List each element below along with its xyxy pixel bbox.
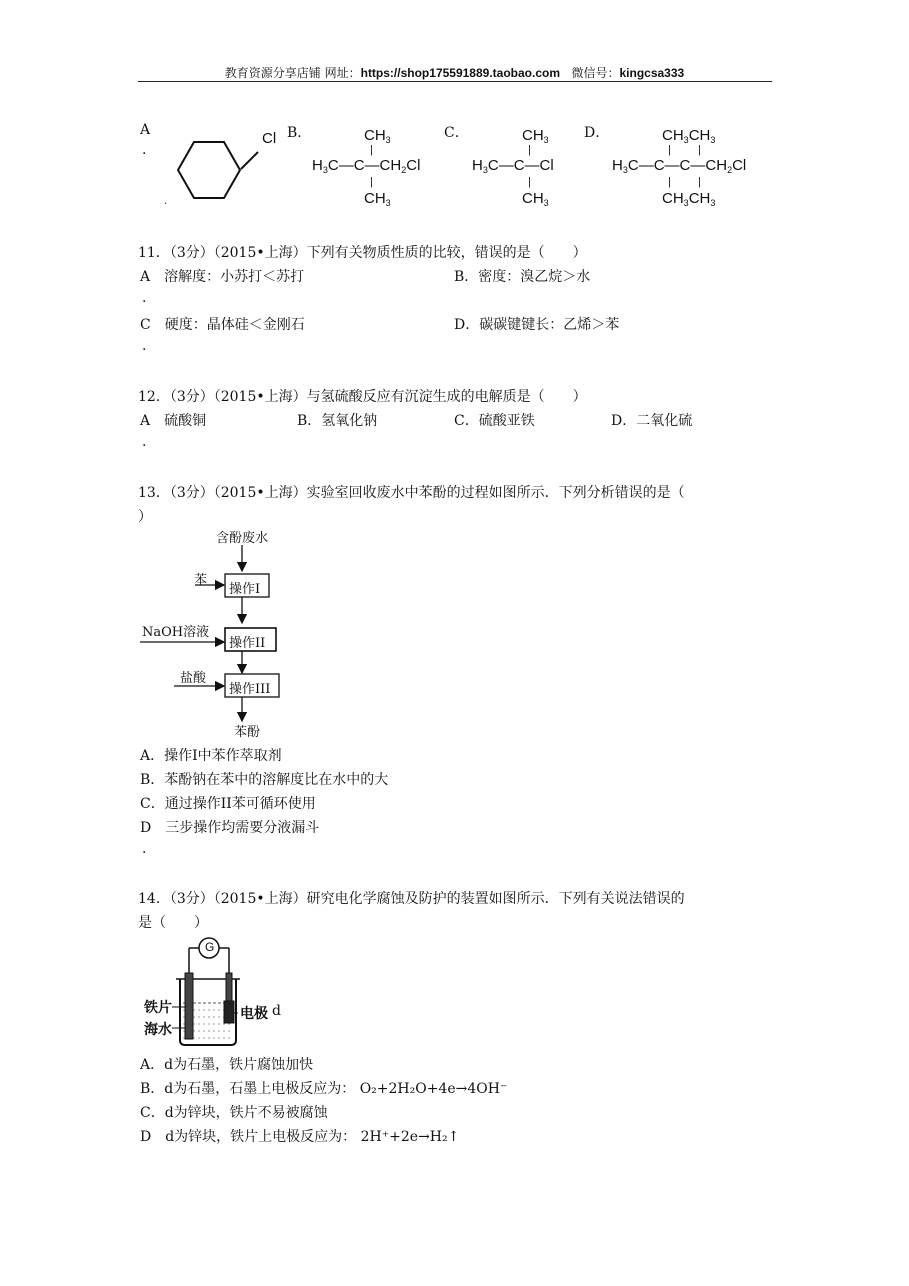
q11-option-a[interactable]: A 溶解度：小苏打＜苏打 — [140, 269, 305, 285]
q13-option-b[interactable]: B．苯酚钠在苯中的溶解度比在水中的大 — [140, 772, 389, 788]
electrode-label: 电极 — [240, 1006, 268, 1022]
dot: . — [142, 841, 147, 857]
q12-option-c[interactable]: C．硫酸亚铁 — [454, 413, 535, 429]
q14-stem2: 是（ ） — [138, 915, 208, 931]
q10-dot: · — [142, 146, 147, 162]
option-d-structure: $CH_3CH_3$ | | $H_3C—C—C—CH_2Cl$ | | $CH_3CH_3$ — [612, 127, 747, 208]
q14-option-c[interactable]: C．d为锌块，铁片不易被腐蚀 — [140, 1105, 328, 1121]
header-rule — [138, 81, 772, 82]
page-header — [0, 64, 909, 81]
q13-option-c[interactable]: C．通过操作II苯可循环使用 — [140, 796, 316, 812]
dot: . — [142, 290, 147, 306]
option-c-structure: $CH_3$ | $H_3C—C—Cl$ | $CH_3$ — [472, 127, 554, 208]
corrosion-apparatus-figure — [140, 935, 300, 1050]
electrode-d — [224, 1001, 234, 1023]
galvanometer-label: G — [205, 940, 215, 954]
q12-option-a[interactable]: A 硫酸铜 — [140, 413, 207, 429]
q10-dot-small: . — [164, 196, 168, 207]
q11-option-c[interactable]: C 硬度：晶体硅＜金刚石 — [140, 317, 305, 333]
seawater-label: 海水 — [144, 1022, 172, 1038]
q14-option-d-text: D d为锌块，铁片上电极反应为： — [140, 1129, 357, 1145]
flow-reagent2: NaOH溶液 — [142, 625, 210, 640]
flow-reagent1: 苯 — [194, 573, 208, 588]
iron-plate — [185, 973, 193, 1039]
q13-option-d[interactable]: D 三步操作均需要分液漏斗 — [140, 820, 320, 836]
flow-op1: 操作I — [229, 582, 261, 597]
q13-option-a[interactable]: A．操作I中苯作萃取剂 — [140, 748, 282, 764]
option-b-structure: $CH_3$ | $H_3C—C—CH_2Cl$ | $CH_3$ — [312, 127, 421, 208]
q10-option-c-label: C． — [444, 125, 469, 141]
q10-option-b-label: B． — [287, 125, 312, 141]
q11-option-b[interactable]: B．密度：溴乙烷＞水 — [454, 269, 591, 285]
q10-option-d-label: D． — [584, 125, 610, 141]
q11-stem: 11．（3分）（2015•上海）下列有关物质性质的比较，错误的是（ ） — [138, 245, 587, 261]
cl-bond — [241, 152, 258, 169]
dot: . — [142, 338, 147, 354]
q14-option-d-equation: 2H⁺+2e→H₂↑ — [360, 1129, 460, 1145]
q12-option-d[interactable]: D．二氧化硫 — [611, 413, 693, 429]
cyclohexane-ring — [178, 142, 240, 198]
phenol-recovery-flowchart — [138, 525, 338, 740]
electrode-letter: d — [272, 1003, 281, 1019]
flow-input: 含酚废水 — [216, 531, 269, 546]
q12-option-b[interactable]: B．氢氧化钠 — [297, 413, 378, 429]
header-prefix: 教育资源分享店铺 网址： — [224, 66, 361, 80]
q14-option-a[interactable]: A．d为石墨，铁片腐蚀加快 — [140, 1057, 314, 1073]
header-url[interactable]: https://shop175591889.taobao.com — [360, 66, 561, 80]
q11-option-d[interactable]: D．碳碳键键长：乙烯＞苯 — [454, 317, 620, 333]
q13-stem-end: ） — [138, 509, 152, 525]
header-wechat-label: 微信号： — [571, 66, 620, 80]
q14-option-d[interactable] — [140, 1126, 459, 1146]
flow-reagent3: 盐酸 — [180, 671, 207, 686]
header-wechat-id: kingcsa333 — [619, 66, 685, 80]
iron-label: 铁片 — [144, 1000, 172, 1016]
q14-stem: 14．（3分）（2015•上海）研究电化学腐蚀及防护的装置如图所示．下列有关说法错误的 — [138, 891, 685, 907]
q12-stem: 12．（3分）（2015•上海）与氢硫酸反应有沉淀生成的电解质是（ ） — [138, 389, 587, 405]
flow-output: 苯酚 — [234, 725, 261, 740]
q14-option-b-equation: O₂+2H₂O+4e→4OH⁻ — [359, 1081, 508, 1097]
flow-op2: 操作II — [229, 636, 266, 651]
flow-op3: 操作III — [229, 682, 271, 697]
q14-option-b-text: B．d为石墨，石墨上电极反应为： — [140, 1081, 356, 1097]
dot: . — [142, 434, 147, 450]
q14-option-b[interactable] — [140, 1078, 507, 1098]
q13-stem: 13．（3分）（2015•上海）实验室回收废水中苯酚的过程如图所示．下列分析错误的是（ — [138, 485, 685, 501]
option-a-cl: Cl — [262, 130, 277, 147]
q10-option-a-label: A — [140, 122, 151, 138]
